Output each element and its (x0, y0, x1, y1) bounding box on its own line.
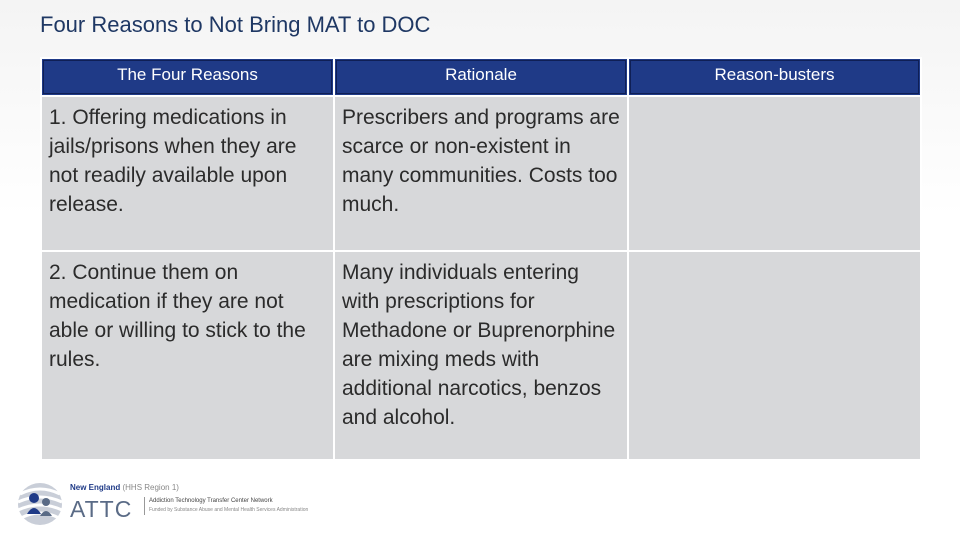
reason-buster-cell (628, 96, 921, 251)
reason-cell: 2. Continue them on medication if they are not able or willing to stick to the rules. (41, 251, 334, 460)
attc-logo (12, 474, 309, 532)
slide-title: Four Reasons to Not Bring MAT to DOC (40, 12, 431, 37)
rationale-cell: Many individuals entering with prescriptions for Methadone or Buprenorphine are mixing meds with additional narcotics, benzos and alcohol. (334, 251, 628, 460)
table-header-row (41, 58, 921, 96)
header-rationale: Rationale (334, 58, 628, 96)
logo-region (70, 483, 179, 492)
logo-region-sub: (HHS Region 1) (122, 483, 179, 492)
rationale-cell: Prescribers and programs are scarce or non-existent in many communities. Costs too much. (334, 96, 628, 251)
table-row (41, 251, 921, 460)
logo-description (144, 497, 314, 515)
logo-acronym: ATTC (70, 496, 133, 522)
table-row (41, 96, 921, 251)
globe-people-icon (12, 480, 64, 528)
logo-region-name: New England (70, 483, 121, 492)
reason-cell: 1. Offering medications in jails/prisons when they are not readily available upon release. (41, 96, 334, 251)
reasons-table (40, 57, 922, 461)
reason-buster-cell (628, 251, 921, 460)
logo-funding: Funded by Substance Abuse and Mental Health Services Administration (149, 507, 309, 513)
header-reasons: The Four Reasons (41, 58, 334, 96)
header-reason-busters: Reason-busters (628, 58, 921, 96)
logo-org-name: Addiction Technology Transfer Center Network (149, 498, 273, 504)
